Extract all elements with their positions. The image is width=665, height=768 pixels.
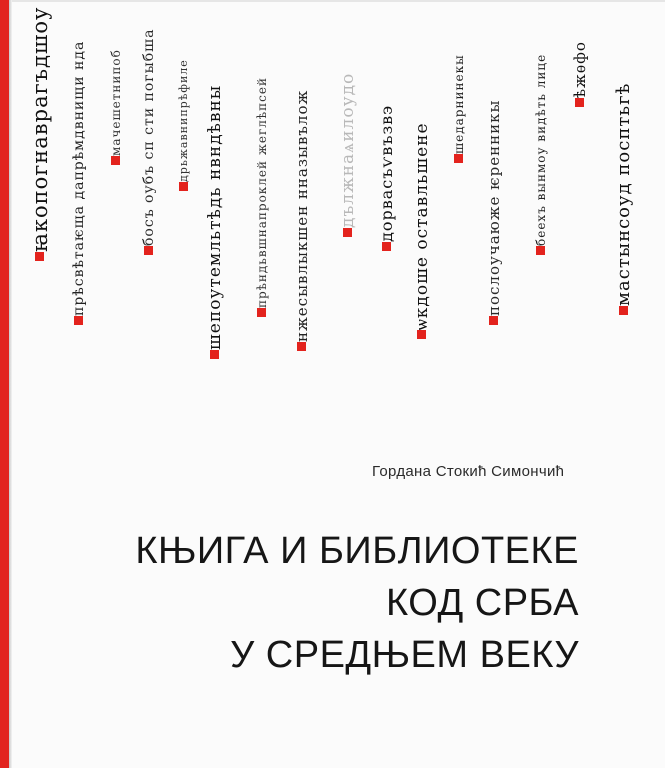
manuscript-strip-16 <box>608 2 638 322</box>
red-bullet-marker <box>418 330 427 339</box>
manuscript-strip-13 <box>479 2 509 332</box>
manuscript-line: дължнаѧилоудо <box>338 72 358 228</box>
red-bullet-marker <box>537 246 546 255</box>
manuscript-line: ꙗкопогнаврагъдшоу <box>28 6 52 252</box>
red-bullet-marker <box>619 306 628 315</box>
manuscript-line: мастынсоуд посптьгѣ <box>612 82 634 306</box>
manuscript-strip-8 <box>287 2 317 358</box>
book-title <box>135 525 579 681</box>
red-bullet-marker <box>490 316 499 325</box>
manuscript-strip-7 <box>247 2 277 324</box>
red-bullet-marker <box>258 308 267 317</box>
red-bullet-marker <box>36 252 45 261</box>
manuscript-strip-12 <box>444 2 474 170</box>
author-name: Гордана Стокић Симончић <box>372 463 565 480</box>
manuscript-strip-1 <box>25 2 55 268</box>
manuscript-strip-2 <box>64 2 94 332</box>
manuscript-line: беехъ вынмоу видѣть лице <box>534 53 548 246</box>
manuscript-strip-3 <box>101 2 131 172</box>
red-bullet-marker <box>298 342 307 351</box>
red-bullet-marker <box>211 350 220 359</box>
manuscript-line: послоучаюже ѥренникы <box>485 99 503 316</box>
red-spine-edge <box>0 0 9 768</box>
manuscript-strip-6 <box>200 2 230 366</box>
red-bullet-marker <box>382 242 391 251</box>
manuscript-line: дорвасъѵвъзвэ <box>376 104 396 242</box>
manuscript-strip-4 <box>134 2 164 262</box>
red-bullet-marker <box>179 182 188 191</box>
manuscript-line: ѡкдоше оставльшене <box>412 122 432 330</box>
red-bullet-marker <box>576 98 585 107</box>
manuscript-strip-15 <box>565 2 595 114</box>
manuscript-strip-10 <box>371 2 401 258</box>
manuscript-line: шедарнинекы <box>452 54 466 154</box>
manuscript-line: ѣжѳфо <box>571 41 589 98</box>
manuscript-line: мачешетнипоб <box>109 49 123 156</box>
manuscript-line: шепоутемльтѣдь нвндѣвны <box>205 84 225 350</box>
title-line-2: КОД СРБА <box>386 582 579 624</box>
red-bullet-marker <box>455 154 464 163</box>
manuscript-strip-11 <box>407 2 437 346</box>
manuscript-line: босъ оубъ сп сти погыбша <box>141 28 157 246</box>
manuscript-line: дрьжавнипрѣфиле <box>176 59 190 182</box>
red-bullet-marker <box>75 316 84 325</box>
manuscript-strip-14 <box>526 2 556 262</box>
manuscript-strip-5 <box>168 2 198 198</box>
red-bullet-marker <box>145 246 154 255</box>
title-line-3: У СРЕДЊЕМ ВЕКУ <box>230 634 579 676</box>
manuscript-strip-9 <box>333 2 363 244</box>
title-line-1: КЊИГА И БИБЛИОТЕКЕ <box>135 530 579 572</box>
red-bullet-marker <box>112 156 121 165</box>
spine-shadow <box>9 0 12 768</box>
red-bullet-marker <box>344 228 353 237</box>
manuscript-line: прѣндьвшнапроклей жеглѣпсей <box>255 77 269 308</box>
manuscript-line: прѣсвѣтаѥща дапрѣмдвнищи нда <box>71 40 87 316</box>
manuscript-line: нжесывлыкшен нназывълож <box>293 89 311 342</box>
